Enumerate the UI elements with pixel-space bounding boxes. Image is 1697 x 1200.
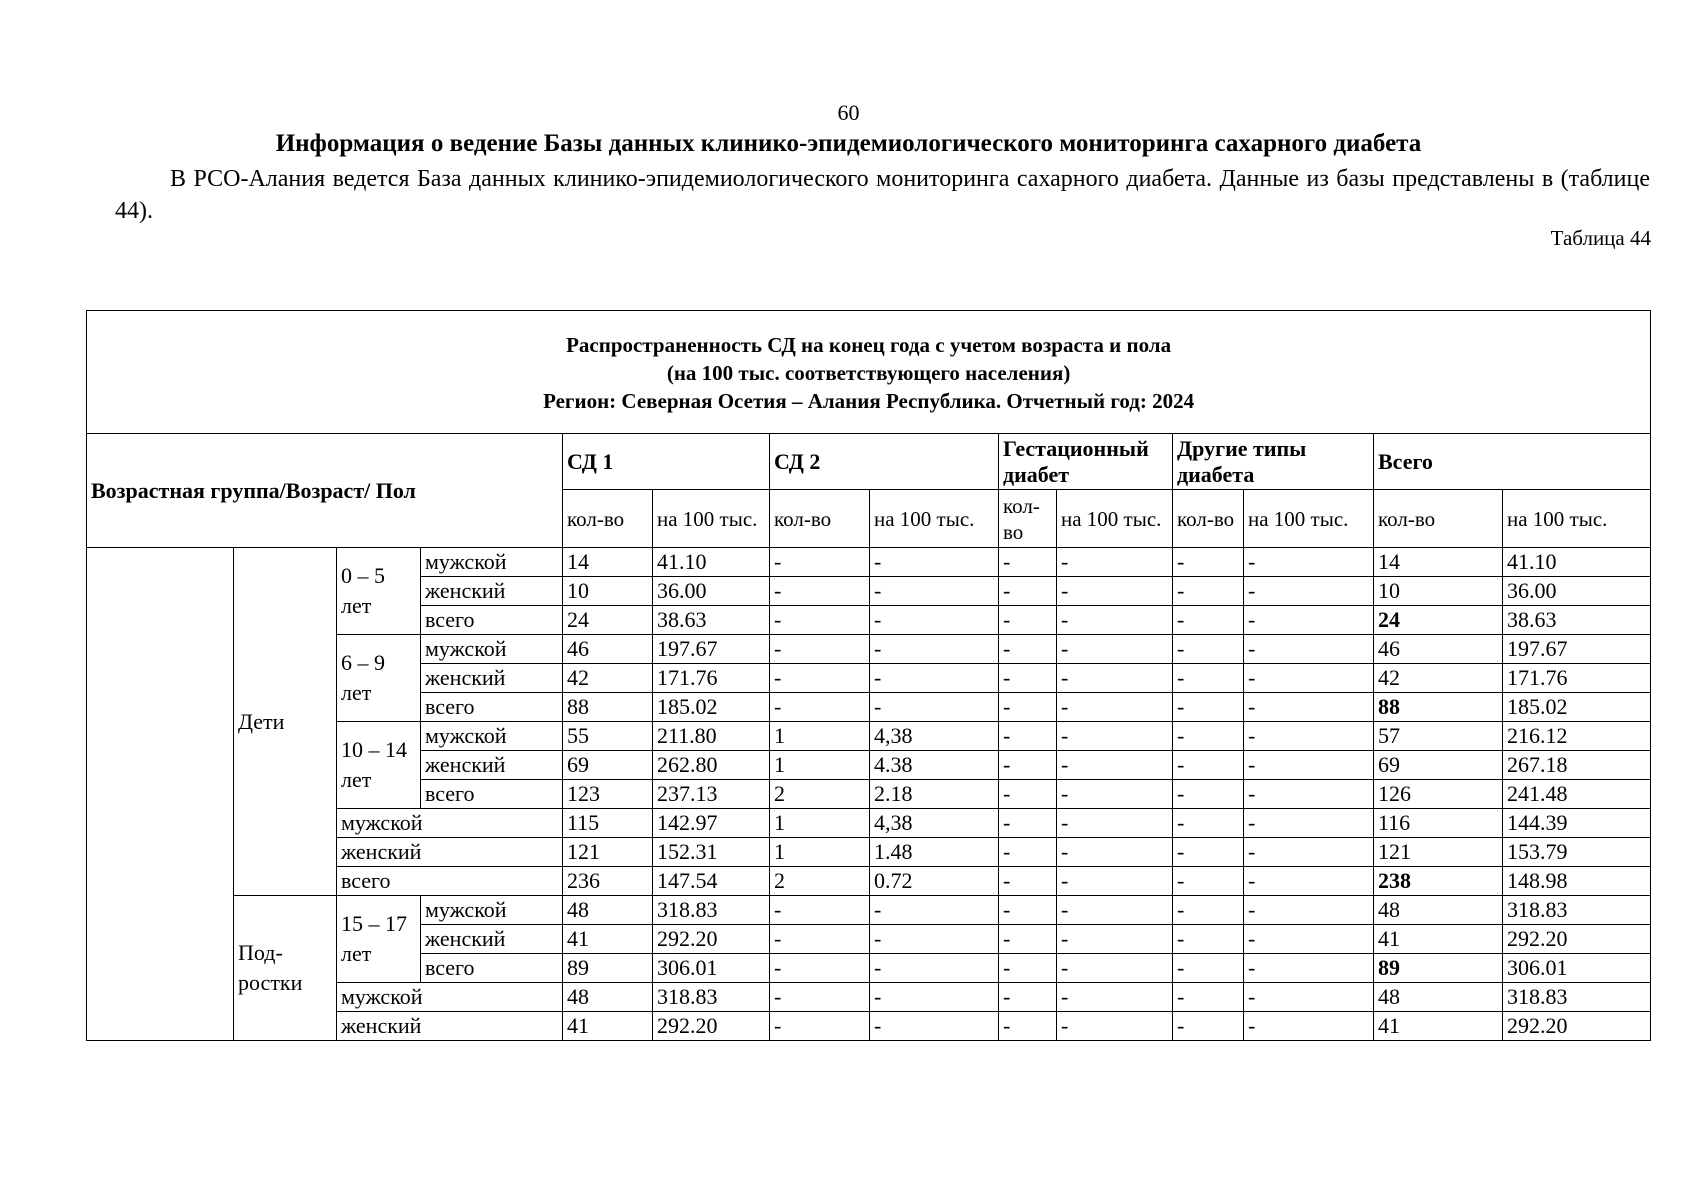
- value-cell: -: [999, 983, 1057, 1012]
- value-cell: 4.38: [870, 751, 999, 780]
- sub-header-cell: кол-во: [999, 490, 1057, 548]
- value-cell: -: [1173, 983, 1244, 1012]
- value-cell: -: [1244, 867, 1374, 896]
- value-cell: 292.20: [1503, 925, 1651, 954]
- sex-label: мужской: [421, 896, 563, 925]
- value-cell: -: [999, 896, 1057, 925]
- value-cell: 236: [563, 867, 653, 896]
- value-cell: -: [1244, 925, 1374, 954]
- value-cell: 41: [563, 925, 653, 954]
- value-cell: 116: [1374, 809, 1503, 838]
- value-cell: 89: [1374, 954, 1503, 983]
- value-cell: 318.83: [1503, 983, 1651, 1012]
- value-cell: -: [870, 896, 999, 925]
- value-cell: 121: [1374, 838, 1503, 867]
- value-cell: 123: [563, 780, 653, 809]
- value-cell: -: [999, 809, 1057, 838]
- value-cell: 42: [563, 664, 653, 693]
- blank-cell: [87, 548, 234, 1041]
- value-cell: -: [870, 664, 999, 693]
- prevalence-table: [86, 310, 1651, 1041]
- value-cell: -: [1057, 954, 1173, 983]
- value-cell: -: [770, 606, 870, 635]
- value-cell: 42: [1374, 664, 1503, 693]
- value-cell: -: [1244, 577, 1374, 606]
- value-cell: -: [1057, 577, 1173, 606]
- value-cell: -: [1057, 780, 1173, 809]
- value-cell: -: [999, 1012, 1057, 1041]
- sex-label: женский: [337, 1012, 563, 1041]
- sex-label: мужской: [337, 809, 563, 838]
- value-cell: -: [870, 606, 999, 635]
- value-cell: -: [1244, 693, 1374, 722]
- value-cell: -: [870, 548, 999, 577]
- value-cell: -: [999, 925, 1057, 954]
- value-cell: 88: [563, 693, 653, 722]
- value-cell: 153.79: [1503, 838, 1651, 867]
- sex-label: мужской: [421, 548, 563, 577]
- value-cell: -: [1244, 664, 1374, 693]
- value-cell: -: [1173, 635, 1244, 664]
- value-cell: 1: [770, 722, 870, 751]
- table-caption: Таблица 44: [1550, 226, 1651, 250]
- value-cell: 4,38: [870, 809, 999, 838]
- value-cell: -: [1173, 838, 1244, 867]
- value-cell: 55: [563, 722, 653, 751]
- value-cell: -: [1057, 635, 1173, 664]
- value-cell: -: [1244, 896, 1374, 925]
- value-cell: -: [1057, 1012, 1173, 1041]
- value-cell: -: [1173, 809, 1244, 838]
- value-cell: -: [1057, 809, 1173, 838]
- value-cell: 126: [1374, 780, 1503, 809]
- table-title-line: Распространенность СД на конец года с учетом возраста и пола: [566, 333, 1172, 357]
- section-heading: Информация о ведение Базы данных клинико-эпидемиологического мониторинга сахарного диабета: [275, 130, 1422, 157]
- value-cell: -: [1244, 722, 1374, 751]
- sub-header-cell: кол-во: [1374, 490, 1503, 548]
- value-cell: 69: [563, 751, 653, 780]
- value-cell: 24: [1374, 606, 1503, 635]
- value-cell: -: [1173, 1012, 1244, 1041]
- value-cell: -: [1173, 954, 1244, 983]
- value-cell: -: [770, 925, 870, 954]
- value-cell: -: [1244, 809, 1374, 838]
- value-cell: -: [1244, 751, 1374, 780]
- sex-label: всего: [337, 867, 563, 896]
- value-cell: -: [1244, 606, 1374, 635]
- value-cell: -: [999, 954, 1057, 983]
- value-cell: 2.18: [870, 780, 999, 809]
- value-cell: -: [1173, 664, 1244, 693]
- value-cell: -: [999, 693, 1057, 722]
- sex-label: всего: [421, 606, 563, 635]
- value-cell: 69: [1374, 751, 1503, 780]
- value-cell: 14: [1374, 548, 1503, 577]
- value-cell: 1.48: [870, 838, 999, 867]
- value-cell: 318.83: [653, 983, 770, 1012]
- value-cell: 197.67: [1503, 635, 1651, 664]
- sex-label: женский: [421, 751, 563, 780]
- value-cell: -: [1057, 548, 1173, 577]
- value-cell: -: [1244, 954, 1374, 983]
- value-cell: -: [1057, 867, 1173, 896]
- value-cell: 318.83: [653, 896, 770, 925]
- value-cell: 292.20: [1503, 1012, 1651, 1041]
- value-cell: 88: [1374, 693, 1503, 722]
- sub-header-cell: кол-во: [770, 490, 870, 548]
- page-number: 60: [837, 100, 860, 125]
- sex-label: всего: [421, 780, 563, 809]
- value-cell: -: [770, 635, 870, 664]
- sub-header-cell: на 100 тыс.: [1244, 490, 1374, 548]
- value-cell: 142.97: [653, 809, 770, 838]
- value-cell: -: [770, 1012, 870, 1041]
- value-cell: -: [999, 635, 1057, 664]
- value-cell: 46: [563, 635, 653, 664]
- value-cell: 36.00: [1503, 577, 1651, 606]
- value-cell: -: [770, 577, 870, 606]
- value-cell: -: [999, 548, 1057, 577]
- value-cell: 41: [563, 1012, 653, 1041]
- value-cell: 0.72: [870, 867, 999, 896]
- sub-header-cell: кол-во: [1173, 490, 1244, 548]
- value-cell: -: [1057, 925, 1173, 954]
- value-cell: -: [999, 606, 1057, 635]
- value-cell: 185.02: [1503, 693, 1651, 722]
- group-header-total: Всего: [1374, 434, 1651, 490]
- value-cell: -: [870, 954, 999, 983]
- value-cell: 10: [563, 577, 653, 606]
- value-cell: 152.31: [653, 838, 770, 867]
- value-cell: -: [1173, 722, 1244, 751]
- value-cell: -: [770, 983, 870, 1012]
- group-header-sd2: СД 2: [770, 434, 999, 490]
- value-cell: -: [999, 838, 1057, 867]
- sex-label: женский: [421, 664, 563, 693]
- value-cell: -: [870, 577, 999, 606]
- table-row: [87, 548, 1651, 577]
- row-header-cell: Возрастная группа/Возраст/ Пол: [87, 434, 563, 548]
- age-group-label: 10 – 14 лет: [337, 722, 421, 809]
- sub-header-cell: на 100 тыс.: [1057, 490, 1173, 548]
- age-group-label: 0 – 5 лет: [337, 548, 421, 635]
- value-cell: -: [870, 1012, 999, 1041]
- value-cell: -: [1057, 664, 1173, 693]
- value-cell: -: [870, 983, 999, 1012]
- value-cell: 318.83: [1503, 896, 1651, 925]
- category-teens: Под-ростки: [234, 896, 337, 1041]
- value-cell: 41: [1374, 925, 1503, 954]
- value-cell: 171.76: [1503, 664, 1651, 693]
- value-cell: 216.12: [1503, 722, 1651, 751]
- value-cell: 1: [770, 751, 870, 780]
- value-cell: -: [1173, 577, 1244, 606]
- age-group-label: 15 – 17 лет: [337, 896, 421, 983]
- value-cell: 1: [770, 809, 870, 838]
- value-cell: 267.18: [1503, 751, 1651, 780]
- category-children: Дети: [234, 548, 337, 896]
- value-cell: -: [999, 780, 1057, 809]
- value-cell: -: [870, 635, 999, 664]
- value-cell: 38.63: [653, 606, 770, 635]
- sex-label: мужской: [337, 983, 563, 1012]
- value-cell: -: [1057, 838, 1173, 867]
- value-cell: -: [1173, 606, 1244, 635]
- sex-label: женский: [421, 577, 563, 606]
- sub-header-cell: на 100 тыс.: [653, 490, 770, 548]
- value-cell: 38.63: [1503, 606, 1651, 635]
- value-cell: -: [1173, 925, 1244, 954]
- value-cell: -: [1057, 983, 1173, 1012]
- value-cell: -: [870, 693, 999, 722]
- age-group-label: 6 – 9 лет: [337, 635, 421, 722]
- table-title: [87, 311, 1651, 434]
- value-cell: -: [1244, 983, 1374, 1012]
- value-cell: 185.02: [653, 693, 770, 722]
- value-cell: 2: [770, 780, 870, 809]
- value-cell: -: [1173, 780, 1244, 809]
- sub-header-cell: кол-во: [563, 490, 653, 548]
- value-cell: 147.54: [653, 867, 770, 896]
- value-cell: 144.39: [1503, 809, 1651, 838]
- value-cell: 89: [563, 954, 653, 983]
- group-header-other: Другие типы диабета: [1173, 434, 1374, 490]
- value-cell: 306.01: [1503, 954, 1651, 983]
- value-cell: 211.80: [653, 722, 770, 751]
- value-cell: 36.00: [653, 577, 770, 606]
- value-cell: 57: [1374, 722, 1503, 751]
- value-cell: 1: [770, 838, 870, 867]
- table-title-line: (на 100 тыс. соответствующего населения): [666, 361, 1071, 385]
- table-title-row: [87, 311, 1651, 434]
- value-cell: -: [999, 722, 1057, 751]
- group-header-gestational: Гестационный диабет: [999, 434, 1173, 490]
- value-cell: 48: [1374, 896, 1503, 925]
- value-cell: 41.10: [653, 548, 770, 577]
- value-cell: 48: [1374, 983, 1503, 1012]
- value-cell: -: [1173, 867, 1244, 896]
- table-row: [87, 896, 1651, 925]
- value-cell: -: [1244, 780, 1374, 809]
- value-cell: -: [770, 664, 870, 693]
- value-cell: -: [1057, 896, 1173, 925]
- value-cell: 48: [563, 983, 653, 1012]
- value-cell: 292.20: [653, 925, 770, 954]
- value-cell: 238: [1374, 867, 1503, 896]
- value-cell: -: [999, 577, 1057, 606]
- value-cell: 262.80: [653, 751, 770, 780]
- value-cell: 148.98: [1503, 867, 1651, 896]
- value-cell: -: [770, 896, 870, 925]
- value-cell: -: [999, 867, 1057, 896]
- value-cell: -: [1244, 1012, 1374, 1041]
- value-cell: 10: [1374, 577, 1503, 606]
- sex-label: мужской: [421, 635, 563, 664]
- value-cell: -: [999, 664, 1057, 693]
- value-cell: 237.13: [653, 780, 770, 809]
- value-cell: -: [1244, 838, 1374, 867]
- sex-label: мужской: [421, 722, 563, 751]
- value-cell: 24: [563, 606, 653, 635]
- value-cell: 241.48: [1503, 780, 1651, 809]
- value-cell: -: [1173, 751, 1244, 780]
- value-cell: 197.67: [653, 635, 770, 664]
- value-cell: -: [1057, 751, 1173, 780]
- value-cell: -: [1057, 722, 1173, 751]
- value-cell: 46: [1374, 635, 1503, 664]
- value-cell: -: [1057, 693, 1173, 722]
- value-cell: 292.20: [653, 1012, 770, 1041]
- value-cell: -: [999, 751, 1057, 780]
- intro-paragraph: В РСО-Алания ведется База данных клинико-эпидемиологического мониторинга сахарного диабета. Данные из базы представлены в (таблице 44).: [115, 166, 1650, 224]
- value-cell: 306.01: [653, 954, 770, 983]
- value-cell: 41.10: [1503, 548, 1651, 577]
- value-cell: -: [870, 925, 999, 954]
- group-header-row: [87, 434, 1651, 490]
- sex-label: всего: [421, 954, 563, 983]
- sex-label: женский: [337, 838, 563, 867]
- value-cell: -: [1173, 896, 1244, 925]
- sex-label: женский: [421, 925, 563, 954]
- value-cell: -: [770, 548, 870, 577]
- sub-header-cell: на 100 тыс.: [1503, 490, 1651, 548]
- sex-label: всего: [421, 693, 563, 722]
- value-cell: -: [1244, 548, 1374, 577]
- value-cell: -: [770, 693, 870, 722]
- value-cell: -: [1173, 548, 1244, 577]
- value-cell: -: [1057, 606, 1173, 635]
- value-cell: 115: [563, 809, 653, 838]
- sub-header-cell: на 100 тыс.: [870, 490, 999, 548]
- value-cell: 171.76: [653, 664, 770, 693]
- group-header-sd1: СД 1: [563, 434, 770, 490]
- table-title-line: Регион: Северная Осетия – Алания Республика. Отчетный год: 2024: [543, 389, 1195, 413]
- value-cell: 121: [563, 838, 653, 867]
- value-cell: 4,38: [870, 722, 999, 751]
- value-cell: 14: [563, 548, 653, 577]
- value-cell: 48: [563, 896, 653, 925]
- value-cell: 41: [1374, 1012, 1503, 1041]
- value-cell: -: [1173, 693, 1244, 722]
- value-cell: 2: [770, 867, 870, 896]
- value-cell: -: [770, 954, 870, 983]
- value-cell: -: [1244, 635, 1374, 664]
